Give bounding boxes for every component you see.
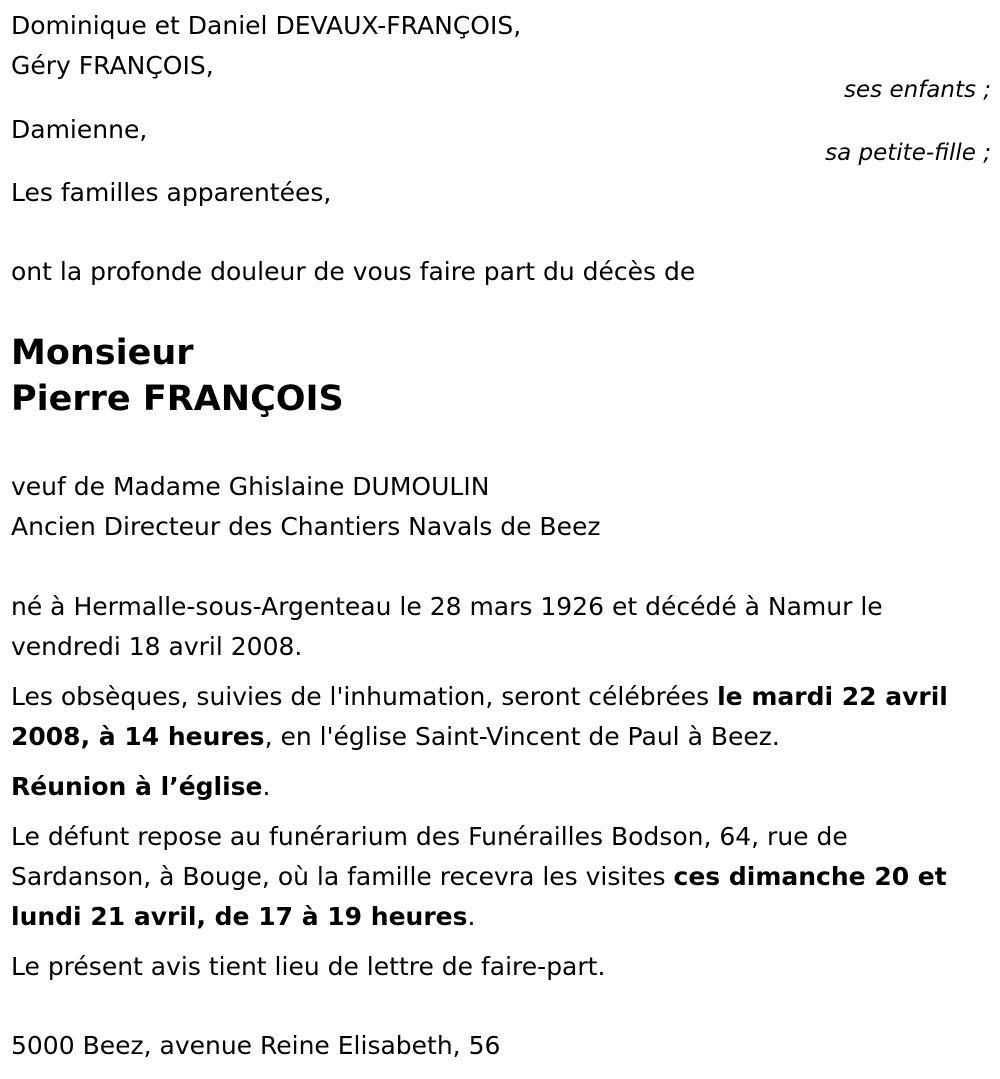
visits-end: . <box>467 902 476 931</box>
announcement: ont la profonde douleur de vous faire part du décès de <box>11 257 696 286</box>
family-line-relatives: Les familles apparentées, <box>11 178 332 207</box>
widower-line: veuf de Madame Ghislaine DUMOULIN <box>11 472 490 501</box>
address-line: 5000 Beez, avenue Reine Elisabeth, 56 <box>11 1031 501 1060</box>
meeting-text: Réunion à l’église <box>11 772 263 801</box>
visits-dates: ces dimanche 20 et lundi 21 avril, de 17 à 19 heures <box>11 862 947 931</box>
deceased-name: Pierre FRANÇOIS <box>11 379 344 419</box>
deceased-title: Monsieur <box>11 333 194 373</box>
funeral-details <box>11 677 971 757</box>
family-line-granddaughter: Damienne, <box>11 115 148 144</box>
funeral-date: le mardi 22 avril 2008, à 14 heures <box>11 682 948 751</box>
visits-prefix: Le défunt repose au funérarium des Funérailles Bodson, 64, rue de Sardanson, à Bouge, où la famille recevra les visites <box>11 822 848 891</box>
notice-line: Le présent avis tient lieu de lettre de faire-part. <box>11 952 606 981</box>
birth-death: né à Hermalle-sous-Argenteau le 28 mars 1926 et décédé à Namur le vendredi 18 avril 2008. <box>11 592 883 661</box>
meeting-info <box>11 767 971 807</box>
meeting-end: . <box>262 772 271 801</box>
role-granddaughter: sa petite-fille ; <box>825 140 991 166</box>
funeral-suffix: , en l'église Saint-Vincent de Paul à Beez. <box>264 722 780 751</box>
family-line-children: Dominique et Daniel DEVAUX-FRANÇOIS, <box>11 11 522 40</box>
visits-info <box>11 817 971 937</box>
role-children: ses enfants ; <box>844 77 991 103</box>
position-line: Ancien Directeur des Chantiers Navals de Beez <box>11 512 601 541</box>
family-line-son: Géry FRANÇOIS, <box>11 51 214 80</box>
funeral-prefix: Les obsèques, suivies de l'inhumation, seront célébrées <box>11 682 718 711</box>
